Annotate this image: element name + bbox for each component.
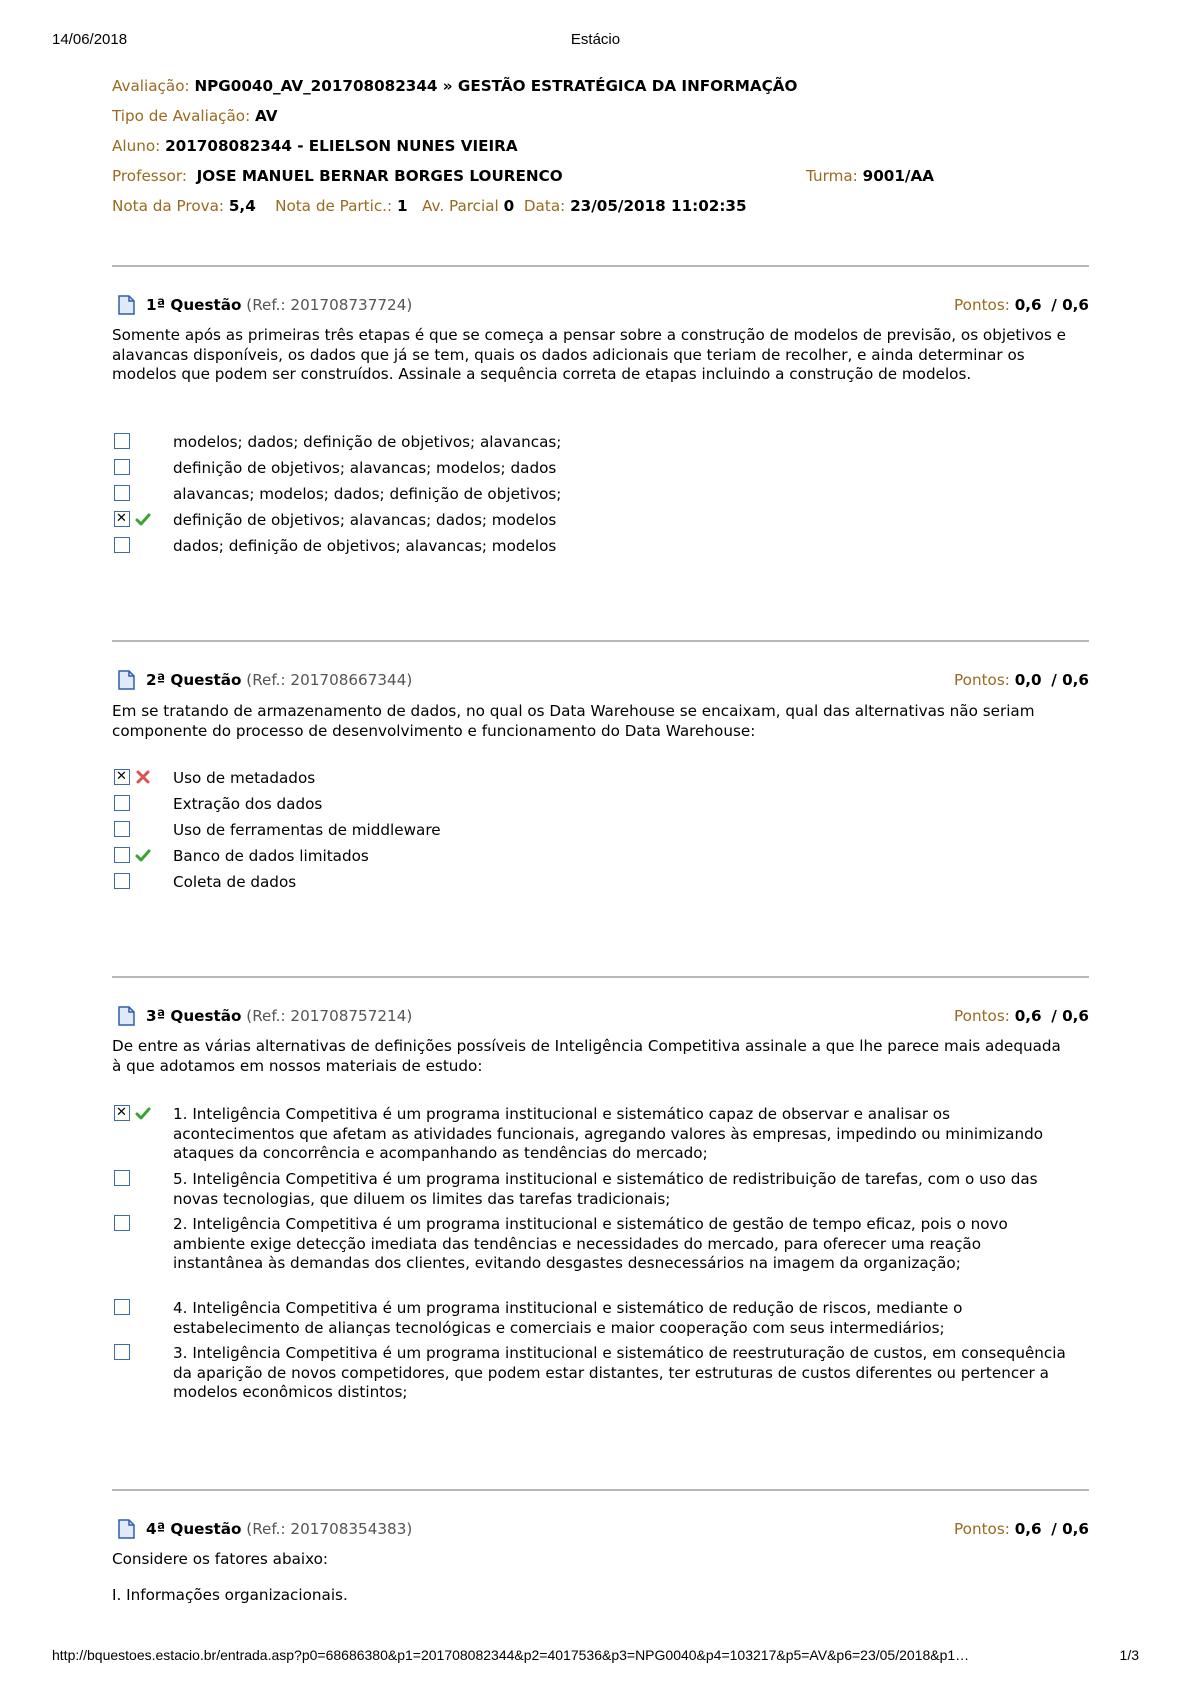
print-date: 14/06/2018 <box>52 31 128 48</box>
turma-value: 9001/AA <box>862 167 934 185</box>
points-label: Pontos: <box>954 1007 1010 1025</box>
answer-checkbox[interactable] <box>114 459 130 475</box>
correct-check-icon <box>135 511 151 527</box>
question-number: 1ª Questão <box>146 296 242 314</box>
question-header <box>112 1005 1089 1027</box>
exam-type-line <box>112 107 278 125</box>
wrong-x-icon <box>135 769 151 785</box>
points-value: 0,6 <box>1014 1520 1042 1538</box>
option-text: Extração dos dados <box>173 795 323 813</box>
student-line <box>112 137 518 155</box>
question-points <box>954 296 1089 314</box>
option-text: alavancas; modelos; dados; definição de objetivos; <box>173 485 562 503</box>
option-text: 5. Inteligência Competitiva é um programa institucional e sistemático de redistribuição de tarefas, com o uso das novas tecnologias, que diluem os limites das tarefas tradicionais; <box>173 1170 1038 1208</box>
option-text: Coleta de dados <box>173 873 297 891</box>
points-max: / 0,6 <box>1051 1520 1089 1538</box>
separator <box>112 976 1089 978</box>
option-text: Uso de metadados <box>173 769 316 787</box>
points-max: / 0,6 <box>1051 1007 1089 1025</box>
nota-partic-value: 1 <box>396 197 408 215</box>
question-text-item: I. Informações organizacionais. <box>112 1586 348 1604</box>
avaliacao-value: NPG0040_AV_201708082344 » GESTÃO ESTRATÉGICA DA INFORMAÇÃO <box>194 77 798 95</box>
turma-label: Turma: <box>806 167 858 185</box>
data-label: Data: <box>523 197 566 215</box>
grades-line <box>112 197 747 215</box>
question-ref: (Ref.: 201708737724) <box>246 296 413 314</box>
answer-checkbox[interactable] <box>114 821 130 837</box>
professor-line <box>112 167 563 185</box>
answer-checkbox-checked[interactable] <box>114 511 130 527</box>
question-title <box>146 671 412 689</box>
exam-title-line <box>112 77 797 95</box>
question-ref: (Ref.: 201708354383) <box>246 1520 413 1538</box>
turma-line <box>806 167 934 185</box>
document-icon <box>118 295 135 315</box>
answer-checkbox[interactable] <box>114 537 130 553</box>
question-number: 2ª Questão <box>146 671 242 689</box>
question-text: Somente após as primeiras três etapas é que se começa a pensar sobre a construção de modelos de previsão, os objetivos e alavancas disponíveis, os dados que já se tem, quais os dados adicionais que teriam de recolher, e ainda determinar os modelos que podem ser construídos. Assinale a sequência correta de etapas incluindo a construção de modelos. <box>112 326 1066 383</box>
points-value: 0,6 <box>1014 296 1042 314</box>
question-text: Em se tratando de armazenamento de dados, no qual os Data Warehouse se encaixam, qual das alternativas não seriam componente do processo de desenvolvimento e funcionamento do Data Warehouse: <box>112 702 1035 740</box>
question-title <box>146 1520 412 1538</box>
data-value: 23/05/2018 11:02:35 <box>570 197 747 215</box>
option-text: definição de objetivos; alavancas; modelos; dados <box>173 459 557 477</box>
aluno-label: Aluno: <box>112 137 161 155</box>
answer-checkbox-checked[interactable] <box>114 769 130 785</box>
separator <box>112 1489 1089 1491</box>
option-text: 1. Inteligência Competitiva é um programa institucional e sistemático capaz de observar e analisar os acontecimentos que afetam as atividades funcionais, agregando valores às empresas, impedindo ou minimizando ataques da concorrência e acompanhando as tendências do mercado; <box>173 1105 1044 1162</box>
option-text: modelos; dados; definição de objetivos; alavancas; <box>173 433 562 451</box>
points-max: / 0,6 <box>1051 671 1089 689</box>
answer-checkbox[interactable] <box>114 1344 130 1360</box>
document-icon <box>118 1006 135 1026</box>
document-icon <box>118 1519 135 1539</box>
option-text: Banco de dados limitados <box>173 847 369 865</box>
tipo-value: AV <box>255 107 278 125</box>
answer-checkbox[interactable] <box>114 795 130 811</box>
separator <box>112 640 1089 642</box>
document-icon <box>118 670 135 690</box>
question-text: Considere os fatores abaixo: <box>112 1550 329 1568</box>
question-header <box>112 294 1089 316</box>
av-parcial-value: 0 <box>503 197 515 215</box>
option-text: definição de objetivos; alavancas; dados; modelos <box>173 511 557 529</box>
question-title <box>146 296 412 314</box>
points-label: Pontos: <box>954 296 1010 314</box>
question-ref: (Ref.: 201708667344) <box>246 671 413 689</box>
option-text: 3. Inteligência Competitiva é um programa institucional e sistemático de reestruturação de custos, em consequência da aparição de novos competidores, que podem estar distantes, ter estruturas de custos diferentes ou pertencer a modelos econômicos distintos; <box>173 1344 1066 1401</box>
question-number: 4ª Questão <box>146 1520 242 1538</box>
question-header <box>112 1518 1089 1540</box>
tipo-label: Tipo de Avaliação: <box>112 107 251 125</box>
question-points <box>954 1007 1089 1025</box>
question-points <box>954 1520 1089 1538</box>
nota-prova-value: 5,4 <box>228 197 256 215</box>
points-value: 0,6 <box>1014 1007 1042 1025</box>
print-url: http://bquestoes.estacio.br/entrada.asp?p0=68686380&p1=201708082344&p2=4017536&p3=NPG0040&p4=103217&p5=AV&p6=23/05/2018&p1… <box>52 1647 970 1663</box>
avaliacao-label: Avaliação: <box>112 77 190 95</box>
points-label: Pontos: <box>954 671 1010 689</box>
option-text: dados; definição de objetivos; alavancas; modelos <box>173 537 557 555</box>
question-points <box>954 671 1089 689</box>
answer-checkbox[interactable] <box>114 433 130 449</box>
page-number: 1/3 <box>1119 1647 1139 1663</box>
answer-checkbox[interactable] <box>114 1215 130 1231</box>
answer-checkbox[interactable] <box>114 873 130 889</box>
option-text: Uso de ferramentas de middleware <box>173 821 441 839</box>
nota-prova-label: Nota da Prova: <box>112 197 225 215</box>
nota-partic-label: Nota de Partic.: <box>275 197 393 215</box>
answer-checkbox[interactable] <box>114 847 130 863</box>
aluno-value: 201708082344 - ELIELSON NUNES VIEIRA <box>165 137 518 155</box>
question-text: De entre as várias alternativas de definições possíveis de Inteligência Competitiva assinale a que lhe parece mais adequada à que adotamos em nossos materiais de estudo: <box>112 1037 1061 1075</box>
professor-label: Professor: <box>112 167 187 185</box>
points-value: 0,0 <box>1014 671 1042 689</box>
av-parcial-label: Av. Parcial <box>422 197 499 215</box>
option-text: 4. Inteligência Competitiva é um programa institucional e sistemático de redução de riscos, mediante o estabelecimento de alianças tecnológicas e comerciais e maior cooperação com seus intermediários; <box>173 1299 963 1337</box>
site-title: Estácio <box>570 31 621 48</box>
question-ref: (Ref.: 201708757214) <box>246 1007 413 1025</box>
separator <box>112 265 1089 267</box>
correct-check-icon <box>135 847 151 863</box>
correct-check-icon <box>135 1105 151 1121</box>
question-header <box>112 669 1089 691</box>
answer-checkbox[interactable] <box>114 1299 130 1315</box>
answer-checkbox[interactable] <box>114 485 130 501</box>
question-title <box>146 1007 412 1025</box>
option-text: 2. Inteligência Competitiva é um programa institucional e sistemático de gestão de tempo eficaz, pois o novo ambiente exige detecção imediata das tendências e necessidades do mercado, para oferecer uma reação instantânea às demandas dos clientes, evitando desgastes desnecessários na imagem da organização; <box>173 1215 1008 1272</box>
question-number: 3ª Questão <box>146 1007 242 1025</box>
answer-checkbox-checked[interactable] <box>114 1105 130 1121</box>
points-max: / 0,6 <box>1051 296 1089 314</box>
answer-checkbox[interactable] <box>114 1170 130 1186</box>
professor-value: JOSE MANUEL BERNAR BORGES LOURENCO <box>196 167 563 185</box>
points-label: Pontos: <box>954 1520 1010 1538</box>
